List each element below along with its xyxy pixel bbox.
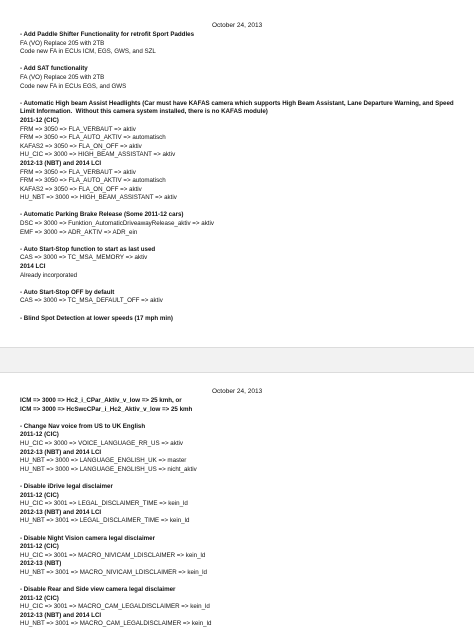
text-line: FRM => 3050 => FLA_AUTO_AKTIV => automatisch	[20, 177, 166, 185]
text-line: 2012-13 (NBT) and 2014 LCI	[20, 508, 102, 516]
text-line: HU_CIC => 3000 => HIGH_BEAM_ASSISTANT => aktiv	[20, 151, 176, 159]
text-line: 2012-13 (NBT) and 2014 LCI	[20, 611, 102, 619]
section-heading: - Automatic High beam Assist Headlights (Car must have KAFAS camera which supports High Beam Assistant, Lane Departure Warning, and Speed Limit Information. Without this camera system installed, there is no KAFAS module)	[20, 99, 456, 116]
text-line: 2011-12 (CIC)	[20, 543, 59, 551]
block-gap	[20, 577, 454, 586]
section-heading: - Disable Rear and Side view camera legal disclaimer	[20, 586, 176, 594]
block-gap	[20, 57, 454, 66]
text-line: HU_NBT => 3000 => HIGH_BEAM_ASSISTANT => aktiv	[20, 194, 177, 202]
page-content	[20, 397, 454, 629]
text-line: HU_NBT => 3001 => MACRO_NIVICAM_LDISCLAIMER => kein_ld	[20, 568, 207, 576]
section-heading: - Add SAT functionality	[20, 65, 88, 73]
text-line: FA (VO) Replace 205 with 2TB	[20, 39, 105, 47]
text-line: KAFAS2 => 3050 => FLA_ON_OFF => aktiv	[20, 185, 142, 193]
text-line: FA (VO) Replace 205 with 2TB	[20, 73, 105, 81]
block-gap	[20, 526, 454, 535]
block-gap	[20, 474, 454, 483]
page-content	[20, 31, 454, 323]
page-date: October 24, 2013	[212, 22, 263, 29]
text-line: FRM => 3050 => FLA_AUTO_AKTIV => automatisch	[20, 134, 166, 142]
text-line: HU_NBT => 3000 => LANGUAGE_ENGLISH_UK => master	[20, 457, 187, 465]
section-heading: - Disable iDrive legal disclaimer	[20, 482, 113, 490]
text-line: 2014 LCI	[20, 263, 46, 271]
section-heading: - Auto Start-Stop function to start as last used	[20, 245, 156, 253]
text-line: HU_NBT => 3001 => MACRO_CAM_LEGALDISCLAIMER => kein_ld	[20, 620, 212, 628]
page-divider	[0, 347, 474, 373]
section-heading: - Disable Night Vision camera legal disclaimer	[20, 534, 156, 542]
section-heading: ICM => 3000 => Hc2_i_CPar_Aktiv_v_low => 25 kmh, or	[20, 397, 182, 404]
text-line: 2012-13 (NBT)	[20, 560, 62, 568]
text-line: 2011-12 (CIC)	[20, 431, 59, 439]
text-line: Already incorporated	[20, 271, 78, 279]
text-line: CAS => 3000 => TC_MSA_MEMORY => aktiv	[20, 254, 148, 262]
text-line: 2011-12 (CIC)	[20, 491, 59, 499]
section-heading: - Blind Spot Detection at lower speeds (17 mph min)	[20, 314, 173, 322]
page-date: October 24, 2013	[212, 388, 263, 395]
section-heading: - Change Nav voice from US to UK English	[20, 422, 146, 430]
text-line: HU_CIC => 3001 => MACRO_CAM_LEGALDISCLAIMER => kein_ld	[20, 603, 210, 611]
text-line: 2012-13 (NBT) and 2014 LCI	[20, 159, 102, 167]
text-line: FRM => 3050 => FLA_VERBAUT => aktiv	[20, 168, 136, 176]
text-line: EMF => 3000 => ADR_AKTIV => ADR_ein	[20, 228, 138, 236]
document-page-2	[0, 373, 474, 633]
text-line: HU_CIC => 3001 => LEGAL_DISCLAIMER_TIME => kein_ld	[20, 500, 188, 508]
text-line: ICM => 3000 => HcSwcCPar_i_Hc2_Aktiv_v_low => 25 kmh	[20, 405, 193, 413]
text-line: Code new FA in ECUs EGS, and GWS	[20, 82, 127, 90]
text-line: 2011-12 (CIC)	[20, 116, 59, 124]
text-line: KAFAS2 => 3050 => FLA_ON_OFF => aktiv	[20, 142, 142, 150]
block-gap	[20, 237, 454, 246]
text-line: CAS => 3000 => TC_MSA_DEFAULT_OFF => aktiv	[20, 297, 163, 305]
text-line: FRM => 3050 => FLA_VERBAUT => aktiv	[20, 125, 136, 133]
section-heading: - Add Paddle Shifter Functionality for retrofit Sport Paddles	[20, 31, 195, 38]
text-line: 2011-12 (CIC)	[20, 594, 59, 602]
section-heading: - Auto Start-Stop OFF by default	[20, 288, 115, 296]
text-line: 2012-13 (NBT) and 2014 LCI	[20, 448, 102, 456]
text-line: DSC => 3000 => Funktion_AutomaticDriveawayRelease_aktiv => aktiv	[20, 220, 214, 228]
block-gap	[20, 203, 454, 212]
text-line: Code new FA in ECUs ICM, EGS, GWS, and SZL	[20, 48, 156, 56]
text-line: HU_NBT => 3001 => LEGAL_DISCLAIMER_TIME => kein_ld	[20, 517, 190, 525]
block-gap	[20, 91, 454, 100]
block-gap	[20, 280, 454, 289]
block-gap	[20, 414, 454, 423]
text-line: HU_NBT => 3000 => LANGUAGE_ENGLISH_US => nicht_aktiv	[20, 465, 197, 473]
block-gap	[20, 306, 454, 315]
text-line: HU_CIC => 3001 => MACRO_NIVICAM_LDISCLAIMER => kein_ld	[20, 551, 206, 559]
section-heading: - Automatic Parking Brake Release (Some 2011-12 cars)	[20, 211, 184, 219]
text-line: HU_CIC => 3000 => VOICE_LANGUAGE_RR_US => aktiv	[20, 439, 184, 447]
